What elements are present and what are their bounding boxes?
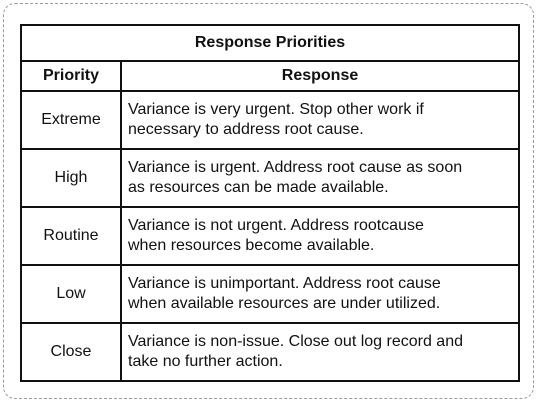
- priority-cell-high: High: [21, 149, 121, 207]
- table-row: [21, 91, 519, 149]
- priority-cell-close: Close: [21, 323, 121, 381]
- response-cell-extreme: [121, 91, 519, 149]
- response-line: Variance is urgent. Address root cause as soon: [128, 159, 463, 176]
- response-line: Variance is non-issue. Close out log record and: [128, 333, 463, 350]
- priority-column-header: Priority: [21, 61, 121, 91]
- priority-cell-routine: Routine: [21, 207, 121, 265]
- response-line: when available resources are under utilized.: [128, 295, 441, 312]
- table-header-row: [21, 61, 519, 91]
- priority-cell-extreme: Extreme: [21, 91, 121, 149]
- response-line: take no further action.: [128, 353, 283, 370]
- response-cell-routine: [121, 207, 519, 265]
- response-cell-close: [121, 323, 519, 381]
- table-row: [21, 207, 519, 265]
- table-row: [21, 323, 519, 381]
- table-row: [21, 149, 519, 207]
- response-line: as resources can be made available.: [128, 179, 389, 196]
- table-title-row: [21, 25, 519, 61]
- priority-cell-low: Low: [21, 265, 121, 323]
- response-column-header: Response: [121, 61, 519, 91]
- response-cell-low: [121, 265, 519, 323]
- table-row: [21, 265, 519, 323]
- response-line: necessary to address root cause.: [128, 121, 364, 138]
- response-line: Variance is unimportant. Address root cause: [128, 275, 441, 292]
- response-line: Variance is very urgent. Stop other work if: [128, 101, 424, 118]
- table-title: Response Priorities: [21, 25, 519, 61]
- response-line: when resources become available.: [128, 237, 375, 254]
- response-line: Variance is not urgent. Address rootcause: [128, 217, 424, 234]
- response-cell-high: [121, 149, 519, 207]
- response-priorities-table: [20, 24, 520, 382]
